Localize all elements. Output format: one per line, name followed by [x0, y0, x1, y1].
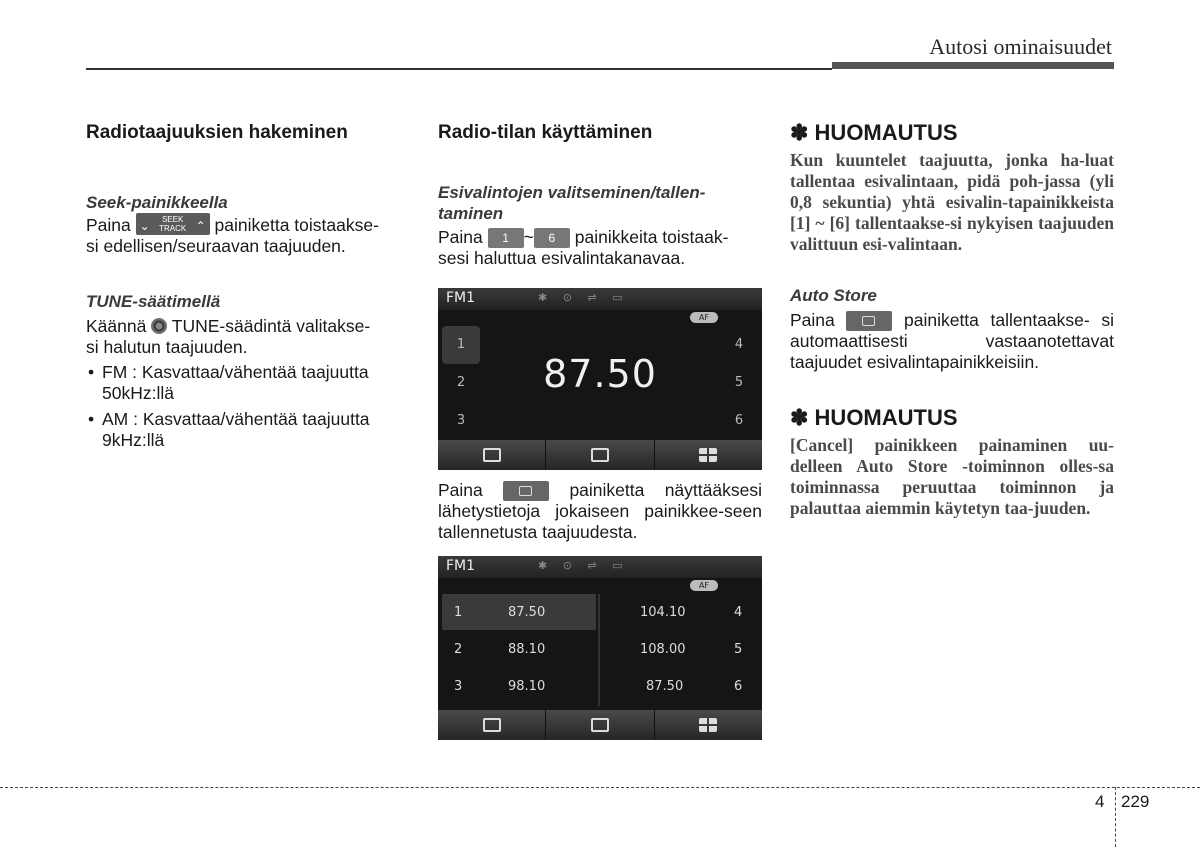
tab-autostore	[546, 440, 654, 470]
autostore-text-rest: si automaattisesti vastaanotettavat taajuudet esivalintapainikkeisiin.	[790, 310, 1114, 373]
tab-autostore	[546, 710, 654, 740]
seek-paragraph	[86, 215, 410, 257]
status-icons: ✱ ⊙ ⇌ ▭	[538, 291, 629, 304]
radio-screen-list	[438, 556, 762, 740]
screen-status-bar	[438, 556, 762, 578]
band-label: FM1	[446, 558, 476, 574]
autostore-button-icon	[846, 311, 892, 331]
tab-menu	[655, 710, 762, 740]
info-text-before: Paina	[438, 480, 483, 500]
note-2-body: [Cancel] painikkeen painaminen uu-delleen Auto Store -toiminnon olles-sa toiminnassa peruuttaa toiminnon ja palauttaa aiemmin käytetyn taa-juuden.	[790, 435, 1114, 519]
chevron-up-icon: ⌃	[195, 219, 206, 234]
band-label: FM1	[446, 290, 476, 306]
column-3	[790, 120, 1114, 519]
list-row-6: 87.50 6	[646, 679, 743, 694]
preset-right-6: 6	[734, 413, 744, 428]
seek-label: SEEK	[161, 215, 184, 225]
preset-text-after: painikkeita toistaak-	[574, 227, 729, 247]
tab-info	[438, 710, 546, 740]
tilde: ~	[523, 227, 534, 247]
autostore-text-after: painiketta tallentaakse-	[903, 310, 1090, 330]
seek-text-line2: si edellisen/seuraavan taajuuden.	[86, 236, 346, 256]
radio-info-button-icon	[503, 481, 549, 501]
radio-info-icon	[483, 718, 501, 732]
page-number: 229	[1121, 792, 1150, 811]
preset-paragraph	[438, 227, 762, 269]
chevron-down-icon: ⌄	[139, 219, 150, 234]
chapter-number: 4	[1095, 792, 1105, 811]
seek-subheading: Seek-painikkeella	[86, 193, 228, 212]
track-label: TRACK	[159, 224, 187, 234]
note-1-body: Kun kuuntelet taajuutta, jonka ha-luat tallentaa esivalintaan, pidä poh-jassa (yli 0,8 sekuntia) yhtä esivalin-tapainikkeista [1] ~ [6] tallentaakse-si nykyisen taajuuden valittuun esi-valintaan.	[790, 150, 1114, 254]
preset-1-button-icon: 1	[488, 228, 524, 248]
screen-bottom-bar	[438, 710, 762, 740]
info-paragraph-block	[438, 480, 762, 543]
tune-text-after: TUNE-säädintä valitakse-	[171, 316, 371, 336]
af-badge: AF	[690, 312, 718, 323]
seek-track-button-icon	[136, 213, 210, 235]
list-row-2: 2 88.10	[454, 642, 546, 657]
screen-status-bar	[438, 288, 762, 310]
header-rule	[86, 68, 832, 70]
tune-text-line2: si halutun taajuuden.	[86, 337, 248, 357]
seek-text-before: Paina	[86, 215, 131, 235]
preset-text-before: Paina	[438, 227, 483, 247]
radio-screen-main	[438, 288, 762, 470]
section-heading-radio-mode: Radio-tilan käyttäminen	[438, 122, 653, 143]
preset-6-button-icon: 6	[534, 228, 570, 248]
bullet-am: • AM : Kasvattaa/vähentää taajuutta 9kHz:llä	[88, 409, 370, 450]
frequency-display: 87.50	[543, 352, 657, 396]
preset-right-5: 5	[734, 375, 744, 390]
column-1	[86, 120, 410, 456]
list-divider	[598, 594, 600, 706]
af-badge: AF	[690, 580, 718, 591]
info-text-rest: lähetystietoja jokaiseen painikkee-seen tallennetusta taajuudesta.	[438, 501, 762, 543]
preset-right-4: 4	[734, 337, 744, 352]
list-row-4: 104.10 4	[640, 605, 743, 620]
tune-paragraph	[86, 316, 410, 358]
tune-knob-icon	[151, 318, 167, 334]
list-row-3: 3 98.10	[454, 679, 546, 694]
autostore-paragraph	[790, 310, 1114, 373]
column-2	[438, 120, 762, 269]
autostore-icon	[591, 718, 609, 732]
screen-bottom-bar	[438, 440, 762, 470]
preset-left-1: 1	[442, 326, 480, 364]
preset-left-3: 3	[456, 413, 466, 428]
note-1-title: ✽ HUOMAUTUS	[790, 120, 958, 145]
preset-subheading: Esivalintojen valitseminen/tallen-taminen	[438, 183, 706, 223]
preset-text-line2: sesi haluttua esivalintakanavaa.	[438, 248, 686, 269]
tab-info	[438, 440, 546, 470]
autostore-icon	[591, 448, 609, 462]
section-heading-seek: Radiotaajuuksien hakeminen	[86, 122, 348, 143]
autostore-subheading: Auto Store	[790, 286, 877, 305]
radio-info-icon	[483, 448, 501, 462]
note-2-title: ✽ HUOMAUTUS	[790, 405, 958, 431]
page-header-title: Autosi ominaisuudet	[929, 34, 1112, 59]
preset-left-2: 2	[456, 375, 466, 390]
footer-vertical-rule	[1115, 787, 1116, 847]
tab-menu	[655, 440, 762, 470]
list-row-5: 108.00 5	[640, 642, 743, 657]
list-row-1: 1 87.50	[442, 594, 596, 630]
seek-text-after: painiketta toistaakse-	[214, 215, 379, 235]
grid-menu-icon	[699, 718, 717, 732]
info-text-after: painiketta näyttääksesi	[569, 480, 762, 500]
bullet-fm: • FM : Kasvattaa/vähentää taajuutta 50kHz:llä	[88, 362, 369, 403]
grid-menu-icon	[699, 448, 717, 462]
footer-rule	[0, 787, 1200, 788]
tune-subheading: TUNE-säätimellä	[86, 292, 221, 311]
tune-text-before: Käännä	[86, 316, 147, 336]
status-icons: ✱ ⊙ ⇌ ▭	[538, 559, 629, 572]
info-paragraph	[438, 480, 762, 543]
autostore-text-before: Paina	[790, 310, 835, 330]
header-bar	[832, 62, 1114, 69]
tune-bullets	[86, 362, 410, 451]
